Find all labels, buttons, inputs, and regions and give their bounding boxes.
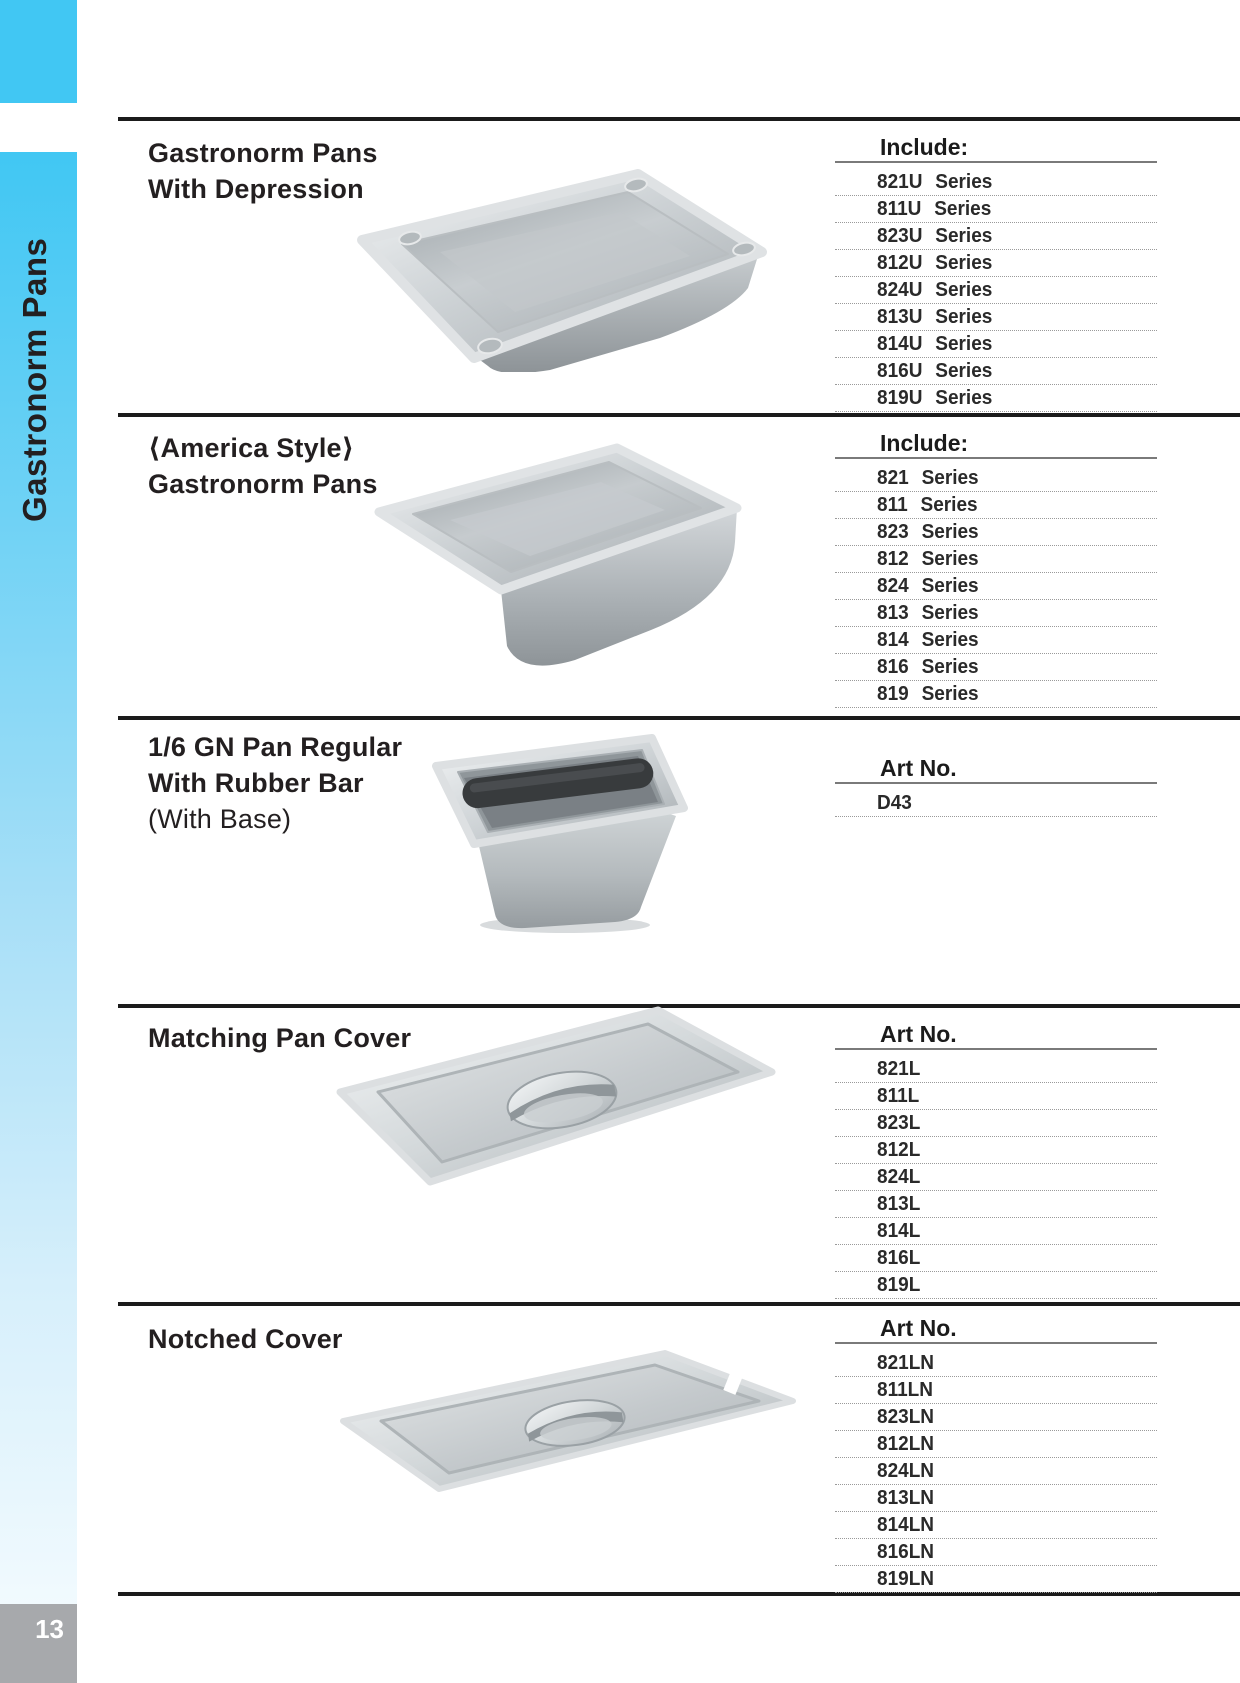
list-item: 823L [835, 1110, 1157, 1137]
list-item: 821L [835, 1056, 1157, 1083]
list-item: 824 Series [835, 573, 1157, 600]
section-title-line: (With Base) [148, 804, 292, 834]
list-item: 814L [835, 1218, 1157, 1245]
section-title-line: 1/6 GN Pan Regular [148, 732, 403, 762]
list-item: 811U Series [835, 196, 1157, 223]
list-item: 816L [835, 1245, 1157, 1272]
section-title [148, 1321, 343, 1357]
list-item: 823 Series [835, 519, 1157, 546]
list-header: Art No. [835, 1316, 1157, 1344]
list-item: 811LN [835, 1377, 1157, 1404]
list-item: 813U Series [835, 304, 1157, 331]
list-rows [835, 1056, 1157, 1299]
article-list [835, 756, 1157, 817]
article-list [835, 1022, 1157, 1299]
list-item: 824U Series [835, 277, 1157, 304]
list-rows [835, 790, 1157, 817]
list-item: 812LN [835, 1431, 1157, 1458]
list-item: 813 Series [835, 600, 1157, 627]
list-item: 821 Series [835, 465, 1157, 492]
list-header: Art No. [835, 1022, 1157, 1050]
article-list [835, 135, 1157, 412]
section-title [148, 729, 402, 837]
list-header: Include: [835, 135, 1157, 163]
list-header: Include: [835, 431, 1157, 459]
list-item: 812 Series [835, 546, 1157, 573]
list-item: 811 Series [835, 492, 1157, 519]
list-item: 824LN [835, 1458, 1157, 1485]
list-item: 819 Series [835, 681, 1157, 708]
list-item: 816 Series [835, 654, 1157, 681]
list-item: 823LN [835, 1404, 1157, 1431]
list-rows [835, 169, 1157, 412]
list-item: 814U Series [835, 331, 1157, 358]
list-item: 819L [835, 1272, 1157, 1299]
notched-cover-photo [335, 1345, 800, 1495]
list-item: 823U Series [835, 223, 1157, 250]
section-title-line: Notched Cover [148, 1324, 343, 1354]
page-number-block [0, 1604, 77, 1683]
section-title-line: ⟨America Style⟩ [148, 433, 355, 463]
list-item: 811L [835, 1083, 1157, 1110]
list-item: D43 [835, 790, 1157, 817]
list-item: 821U Series [835, 169, 1157, 196]
list-item: 812L [835, 1137, 1157, 1164]
list-item: 814LN [835, 1512, 1157, 1539]
section-title [148, 430, 378, 502]
list-item: 813L [835, 1191, 1157, 1218]
sidebar-top-block [0, 0, 77, 103]
page-number: 13 [35, 1614, 64, 1644]
list-item: 816U Series [835, 358, 1157, 385]
sidebar-category-label: Gastronorm Pans [16, 237, 53, 522]
list-item: 821LN [835, 1350, 1157, 1377]
matching-pan-cover-photo [330, 1000, 780, 1192]
article-list [835, 431, 1157, 708]
list-item: 824L [835, 1164, 1157, 1191]
article-list [835, 1316, 1157, 1593]
list-item: 813LN [835, 1485, 1157, 1512]
one-sixth-gn-pan-with-rubber-bar-photo [420, 722, 700, 934]
section-title-line: Gastronorm Pans [148, 138, 378, 168]
list-item: 819U Series [835, 385, 1157, 412]
list-item: 819LN [835, 1566, 1157, 1593]
list-rows [835, 465, 1157, 708]
list-item: 814 Series [835, 627, 1157, 654]
section-title-line: Matching Pan Cover [148, 1023, 412, 1053]
section-title-line: With Rubber Bar [148, 768, 364, 798]
list-item: 816LN [835, 1539, 1157, 1566]
america-style-gastronorm-pan-photo [355, 438, 750, 666]
gastronorm-pan-with-depression-photo [340, 160, 770, 372]
list-header: Art No. [835, 756, 1157, 784]
list-rows [835, 1350, 1157, 1593]
section-title-line: Gastronorm Pans [148, 469, 378, 499]
section-title-line: With Depression [148, 174, 364, 204]
list-item: 812U Series [835, 250, 1157, 277]
